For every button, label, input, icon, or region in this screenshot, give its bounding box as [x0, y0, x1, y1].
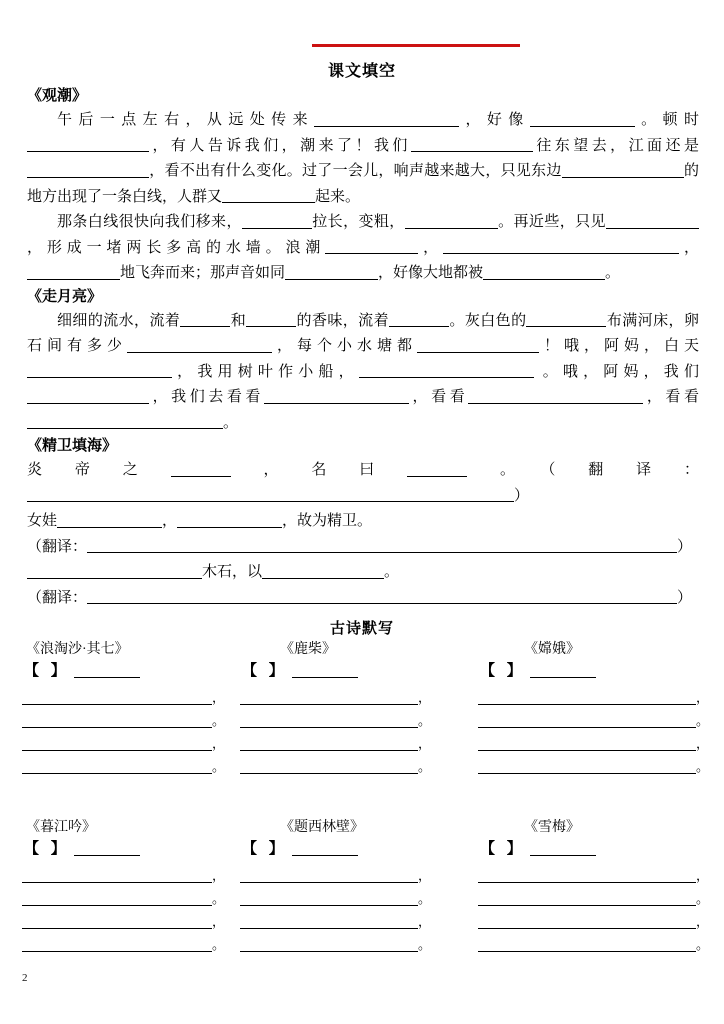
verse-punctuation: 。 — [418, 891, 432, 906]
answer-blank[interactable] — [87, 538, 677, 553]
dynasty-bracket[interactable]: 【 】 — [480, 663, 526, 679]
poem-author-line — [22, 660, 222, 684]
answer-blank[interactable] — [242, 213, 312, 228]
verse-punctuation: ， — [212, 914, 226, 929]
poem-block — [240, 818, 430, 956]
poem-block — [240, 640, 430, 778]
passage-text: 拉长，变粗， — [311, 214, 405, 230]
answer-blank[interactable] — [27, 162, 149, 177]
answer-blank[interactable] — [27, 388, 149, 403]
verse-punctuation: 。 — [212, 937, 226, 952]
poem-verse-line — [22, 732, 226, 755]
poem-verse-line — [22, 910, 226, 933]
poem-verse-line — [478, 709, 710, 732]
verse-punctuation: ， — [212, 868, 226, 883]
passage-paragraph — [27, 108, 699, 210]
poem-verse-line — [22, 709, 226, 732]
answer-blank[interactable] — [417, 337, 539, 352]
passage-text: 。 — [384, 564, 400, 580]
passage-text: ，我用树叶作小船， — [172, 363, 359, 380]
passage-text: ， — [679, 239, 699, 256]
poem-verse-line — [240, 755, 430, 778]
poem-verse-blank[interactable] — [240, 760, 418, 774]
verse-punctuation: ， — [418, 914, 432, 929]
poem-verse-line — [478, 910, 710, 933]
verse-punctuation: ， — [696, 690, 710, 705]
poem-verse-line — [22, 887, 226, 910]
poem-verse-line — [240, 933, 430, 956]
passage-paragraph — [27, 586, 699, 612]
poem-verse-line — [478, 755, 710, 778]
answer-blank[interactable] — [177, 512, 282, 527]
poem-verse-line — [478, 732, 710, 755]
page-number: 2 — [22, 972, 28, 984]
poem-verse-line — [240, 910, 430, 933]
section-heading: 《观潮》 — [27, 88, 88, 104]
dynasty-bracket[interactable]: 【 】 — [24, 663, 70, 679]
poem-verse-blank[interactable] — [22, 714, 212, 728]
answer-blank[interactable] — [171, 461, 231, 476]
passage-text: 木石，以 — [202, 564, 263, 580]
verse-punctuation: 。 — [418, 937, 432, 952]
answer-blank[interactable] — [87, 589, 677, 604]
passage-text: 女娃 — [27, 513, 58, 529]
passage-text: ，看看 — [408, 389, 469, 405]
passage-paragraph — [27, 560, 699, 586]
passage-text: ，好像 — [459, 112, 530, 128]
passage-text: 。 — [223, 414, 239, 431]
passage-text: 和 — [230, 312, 247, 329]
passage-paragraph — [27, 458, 699, 509]
poem-verse-lines — [478, 686, 710, 778]
poem-block — [22, 818, 226, 956]
answer-blank[interactable] — [606, 213, 699, 228]
answer-blank[interactable] — [57, 512, 162, 527]
passage-text: 。再近些，只见 — [497, 214, 606, 230]
answer-blank[interactable] — [468, 388, 643, 403]
answer-blank[interactable] — [27, 363, 172, 378]
passage-text: 细细的流水，流着 — [57, 312, 181, 329]
poem-verse-blank[interactable] — [240, 737, 418, 751]
poem-author-blank[interactable] — [74, 841, 140, 856]
answer-blank[interactable] — [285, 264, 378, 279]
poem-verse-line — [22, 933, 226, 956]
answer-blank[interactable] — [180, 312, 230, 327]
answer-blank[interactable] — [222, 188, 315, 203]
poem-author-line — [240, 660, 430, 684]
poem-verse-blank[interactable] — [478, 737, 696, 751]
passage-paragraph — [27, 509, 699, 535]
passage-text: ，形成一堵两长多高的水墙。浪潮 — [27, 239, 326, 256]
poem-verse-line — [22, 864, 226, 887]
poem-verse-blank[interactable] — [240, 869, 418, 883]
poem-verse-blank[interactable] — [478, 938, 696, 952]
passage-text: ，看不出有什么变化。过了一会儿，响声越来越大，只见东边 — [149, 163, 562, 179]
poem-verse-blank[interactable] — [22, 938, 212, 952]
passage-text: ，好像大地都被 — [378, 265, 484, 281]
passage-text: ，看看 — [643, 389, 699, 405]
passage-text: 。哦，阿妈，我们 — [533, 363, 699, 380]
poem-verse-line — [478, 887, 710, 910]
passage-text: 的地方出现了一条白线，人群又 — [27, 163, 699, 205]
section-heading: 《走月亮》 — [27, 288, 103, 305]
poem-section-heading: 古诗默写 — [329, 621, 394, 637]
verse-punctuation: ， — [212, 736, 226, 751]
verse-punctuation: 。 — [696, 713, 710, 728]
verse-punctuation: 。 — [212, 891, 226, 906]
verse-punctuation: ， — [418, 868, 432, 883]
poem-title: 《鹿柴》 — [280, 642, 336, 657]
poem-author-blank[interactable] — [74, 663, 140, 678]
poem-block — [478, 818, 710, 956]
poem-verse-line — [240, 732, 430, 755]
poem-verse-blank[interactable] — [478, 760, 696, 774]
poem-verse-blank[interactable] — [478, 691, 696, 705]
dynasty-bracket[interactable]: 【 】 — [480, 841, 526, 857]
poem-author-blank[interactable] — [292, 663, 358, 678]
passage-text: 布满河床，卵石间有多少 — [27, 312, 699, 354]
fill-in-blank-content — [27, 86, 699, 611]
passage-text: ，有人告诉我们，潮来了！我们 — [149, 137, 411, 154]
passage-text: 起来。 — [315, 188, 361, 205]
poem-verse-blank[interactable] — [240, 938, 418, 952]
poem-author-line — [22, 838, 222, 862]
poem-verse-blank[interactable] — [478, 915, 696, 929]
answer-blank[interactable] — [27, 563, 202, 578]
passage-text: 地飞奔而来；那声音如同 — [120, 265, 286, 281]
passage-text: ，我们去看看 — [149, 389, 264, 405]
passage-text: 那条白线很快向我们移来， — [57, 214, 242, 230]
verse-punctuation: 。 — [696, 759, 710, 774]
section-heading: 《精卫填海》 — [27, 438, 118, 454]
verse-punctuation: 。 — [418, 713, 432, 728]
verse-punctuation: ， — [418, 736, 432, 751]
poem-verse-blank[interactable] — [240, 691, 418, 705]
verse-punctuation: 。 — [696, 937, 710, 952]
poem-verse-blank[interactable] — [22, 691, 212, 705]
passage-paragraph — [27, 210, 699, 287]
poem-verse-blank[interactable] — [478, 869, 696, 883]
passage-text: 午后一点左右，从远处传来 — [57, 112, 315, 128]
poem-author-line — [478, 838, 702, 862]
passage-text: 。顿时 — [634, 112, 699, 128]
poem-title: 《题西林壁》 — [280, 820, 364, 835]
poem-block — [22, 640, 226, 778]
title-accent-rule — [312, 44, 520, 47]
passage-text: 。灰白色的 — [449, 312, 527, 329]
answer-blank[interactable] — [483, 264, 605, 279]
verse-punctuation: ， — [418, 690, 432, 705]
poem-verse-lines — [240, 864, 430, 956]
poem-verse-blank[interactable] — [478, 892, 696, 906]
poem-verse-blank[interactable] — [22, 869, 212, 883]
answer-blank[interactable] — [562, 162, 684, 177]
poem-verse-line — [478, 864, 710, 887]
passage-text: ，名曰 — [230, 462, 408, 478]
poem-verse-line — [478, 933, 710, 956]
answer-blank[interactable] — [526, 312, 606, 327]
poem-verse-line — [240, 709, 430, 732]
passage-text: （翻译： — [27, 589, 88, 606]
verse-punctuation: ， — [212, 690, 226, 705]
poem-verse-blank[interactable] — [22, 915, 212, 929]
answer-blank[interactable] — [325, 239, 418, 254]
answer-blank[interactable] — [314, 111, 459, 126]
passage-text: 的香味，流着 — [296, 312, 390, 329]
passage-paragraph — [27, 535, 699, 561]
answer-blank[interactable] — [389, 312, 449, 327]
poem-verse-lines — [22, 686, 226, 778]
poem-author-blank[interactable] — [292, 841, 358, 856]
dynasty-bracket[interactable]: 【 】 — [242, 663, 288, 679]
poem-verse-lines — [22, 864, 226, 956]
poem-verse-lines — [478, 864, 710, 956]
poem-block — [478, 640, 710, 778]
passage-text: ，每个小水塘都 — [272, 338, 417, 354]
poem-verse-line — [22, 686, 226, 709]
passage-text: ） — [677, 538, 693, 555]
verse-punctuation: ， — [696, 736, 710, 751]
answer-blank[interactable] — [27, 264, 120, 279]
answer-blank[interactable] — [359, 363, 534, 378]
answer-blank[interactable] — [443, 239, 679, 254]
answer-blank[interactable] — [246, 312, 296, 327]
passage-text: 。 — [605, 265, 621, 281]
verse-punctuation: 。 — [212, 759, 226, 774]
verse-punctuation: 。 — [696, 891, 710, 906]
passage-text: ， — [162, 513, 178, 529]
poem-verse-line — [478, 686, 710, 709]
poem-title: 《浪淘沙·其七》 — [26, 642, 129, 657]
verse-punctuation: ， — [696, 914, 710, 929]
poem-verse-line — [22, 755, 226, 778]
passage-text: 炎帝之 — [27, 462, 171, 478]
poem-verse-lines — [240, 686, 430, 778]
answer-blank[interactable] — [530, 111, 635, 126]
answer-blank[interactable] — [27, 414, 223, 429]
passage-text: ，故为精卫。 — [282, 513, 373, 529]
poem-verse-blank[interactable] — [478, 714, 696, 728]
poem-author-blank[interactable] — [530, 663, 596, 678]
poem-verse-blank[interactable] — [240, 714, 418, 728]
answer-blank[interactable] — [411, 137, 533, 152]
answer-blank[interactable] — [405, 213, 498, 228]
answer-blank[interactable] — [127, 337, 272, 352]
poem-verse-blank[interactable] — [22, 892, 212, 906]
poem-verse-blank[interactable] — [22, 737, 212, 751]
answer-blank[interactable] — [262, 563, 384, 578]
passage-paragraph — [27, 309, 699, 437]
poem-verse-line — [240, 686, 430, 709]
passage-text: ） — [514, 487, 530, 504]
verse-punctuation: 。 — [418, 759, 432, 774]
poem-title: 《嫦娥》 — [524, 642, 580, 657]
verse-punctuation: 。 — [212, 713, 226, 728]
poem-author-blank[interactable] — [530, 841, 596, 856]
passage-text: （翻译： — [27, 538, 88, 555]
verse-punctuation: ， — [696, 868, 710, 883]
dynasty-bracket[interactable]: 【 】 — [242, 841, 288, 857]
poem-author-line — [478, 660, 702, 684]
passage-text: ， — [418, 239, 444, 256]
poem-title: 《雪梅》 — [524, 820, 580, 835]
passage-text: 往东望去，江面还是 — [532, 137, 699, 154]
answer-blank[interactable] — [27, 137, 149, 152]
answer-blank[interactable] — [407, 461, 467, 476]
passage-text: ） — [677, 589, 693, 606]
poem-verse-line — [240, 864, 430, 887]
poem-verse-blank[interactable] — [240, 915, 418, 929]
poem-author-line — [240, 838, 430, 862]
poem-verse-line — [240, 887, 430, 910]
answer-blank[interactable] — [264, 388, 409, 403]
passage-text: 。（翻译： — [467, 462, 699, 478]
answer-blank[interactable] — [27, 487, 514, 502]
page-title: 课文填空 — [327, 63, 396, 80]
poem-title: 《暮江吟》 — [26, 820, 96, 835]
dynasty-bracket[interactable]: 【 】 — [24, 841, 70, 857]
poem-verse-blank[interactable] — [240, 892, 418, 906]
passage-text: ！哦，阿妈，白天 — [538, 338, 699, 354]
poem-verse-blank[interactable] — [22, 760, 212, 774]
